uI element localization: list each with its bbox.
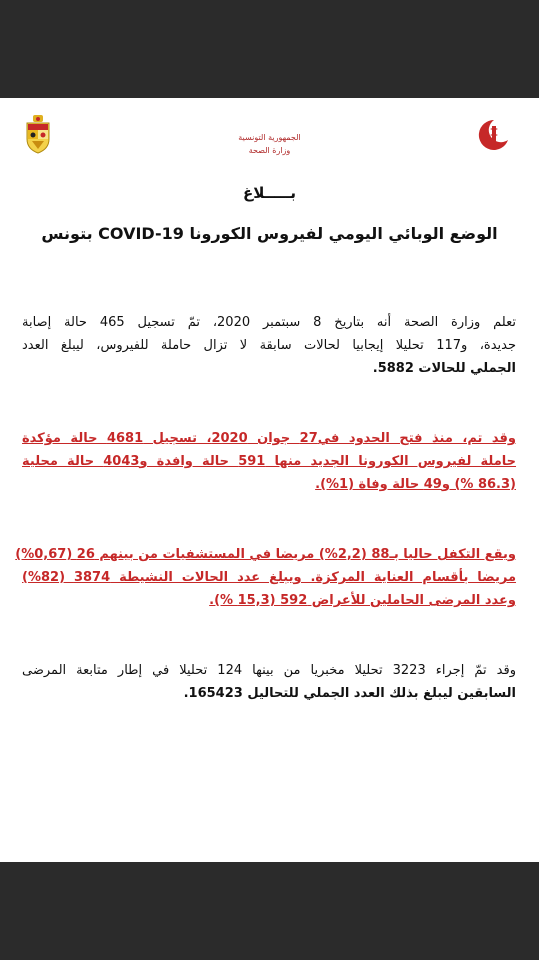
paragraph-border-cases xyxy=(22,427,516,496)
paragraph-line: جديدة، و117 تحليلا إيجابيا لحالات سابقة لا تزال حاملة للفيروس، ليبلغ العدد xyxy=(22,338,517,353)
paragraph-line: (86.3 %) و49 حالة وفاة (1%). xyxy=(315,477,516,492)
paragraph-hospital-care xyxy=(15,543,517,612)
paragraph-line: وعدد المرضى الحاملين للأعراض 592 (15,3 %). xyxy=(209,593,516,608)
paragraph-line: حاملة لفيروس الكورونا الجديد منها 591 حالة وافدة و4043 حالة محلية xyxy=(22,454,517,469)
paragraph-line: تعلم وزارة الصحة أنه بتاريخ 8 سبتمبر 2020، تمّ تسجيل 465 حالة إصابة xyxy=(22,315,516,330)
document-type-title: بـــــلاغ xyxy=(243,184,296,202)
paragraph-line: مريضا بأقسام العناية المركزة. ويبلغ عدد الحالات النشيطة 3874 (82%) xyxy=(22,570,517,585)
paragraph-line: ويقع التكفل حاليا بـ88 (2,2%) مريضا في المستشفيات من بينهم 26 (0,67%) xyxy=(15,547,516,562)
paragraph-line: السابقين ليبلغ بذلك العدد الجملي للتحاليل 165423. xyxy=(183,686,516,701)
paragraph-tests xyxy=(22,659,516,705)
tunisia-emblem-icon xyxy=(24,115,52,155)
header-republic: الجمهورية التونسية xyxy=(238,133,301,142)
header-ministry: وزارة الصحة xyxy=(248,146,291,155)
top-dark-bar xyxy=(0,0,539,98)
bottom-dark-bar xyxy=(0,862,539,960)
paragraph-line: وقد تمّ إجراء 3223 تحليلا مخبريا من بينها 124 تحليلا في إطار متابعة المرضى xyxy=(22,663,516,678)
paragraph-line: الجملي للحالات 5882. xyxy=(372,361,516,376)
health-crescent-logo-icon xyxy=(478,118,510,154)
paragraph-line: وقد تم، منذ فتح الحدود في27 جوان 2020، تسجيل 4681 حالة مؤكدة xyxy=(22,431,516,446)
document-main-title: الوضع الوبائي اليومي لفيروس الكورونا COVID-19 بتونس xyxy=(41,224,498,243)
paragraph-new-cases xyxy=(22,311,516,380)
